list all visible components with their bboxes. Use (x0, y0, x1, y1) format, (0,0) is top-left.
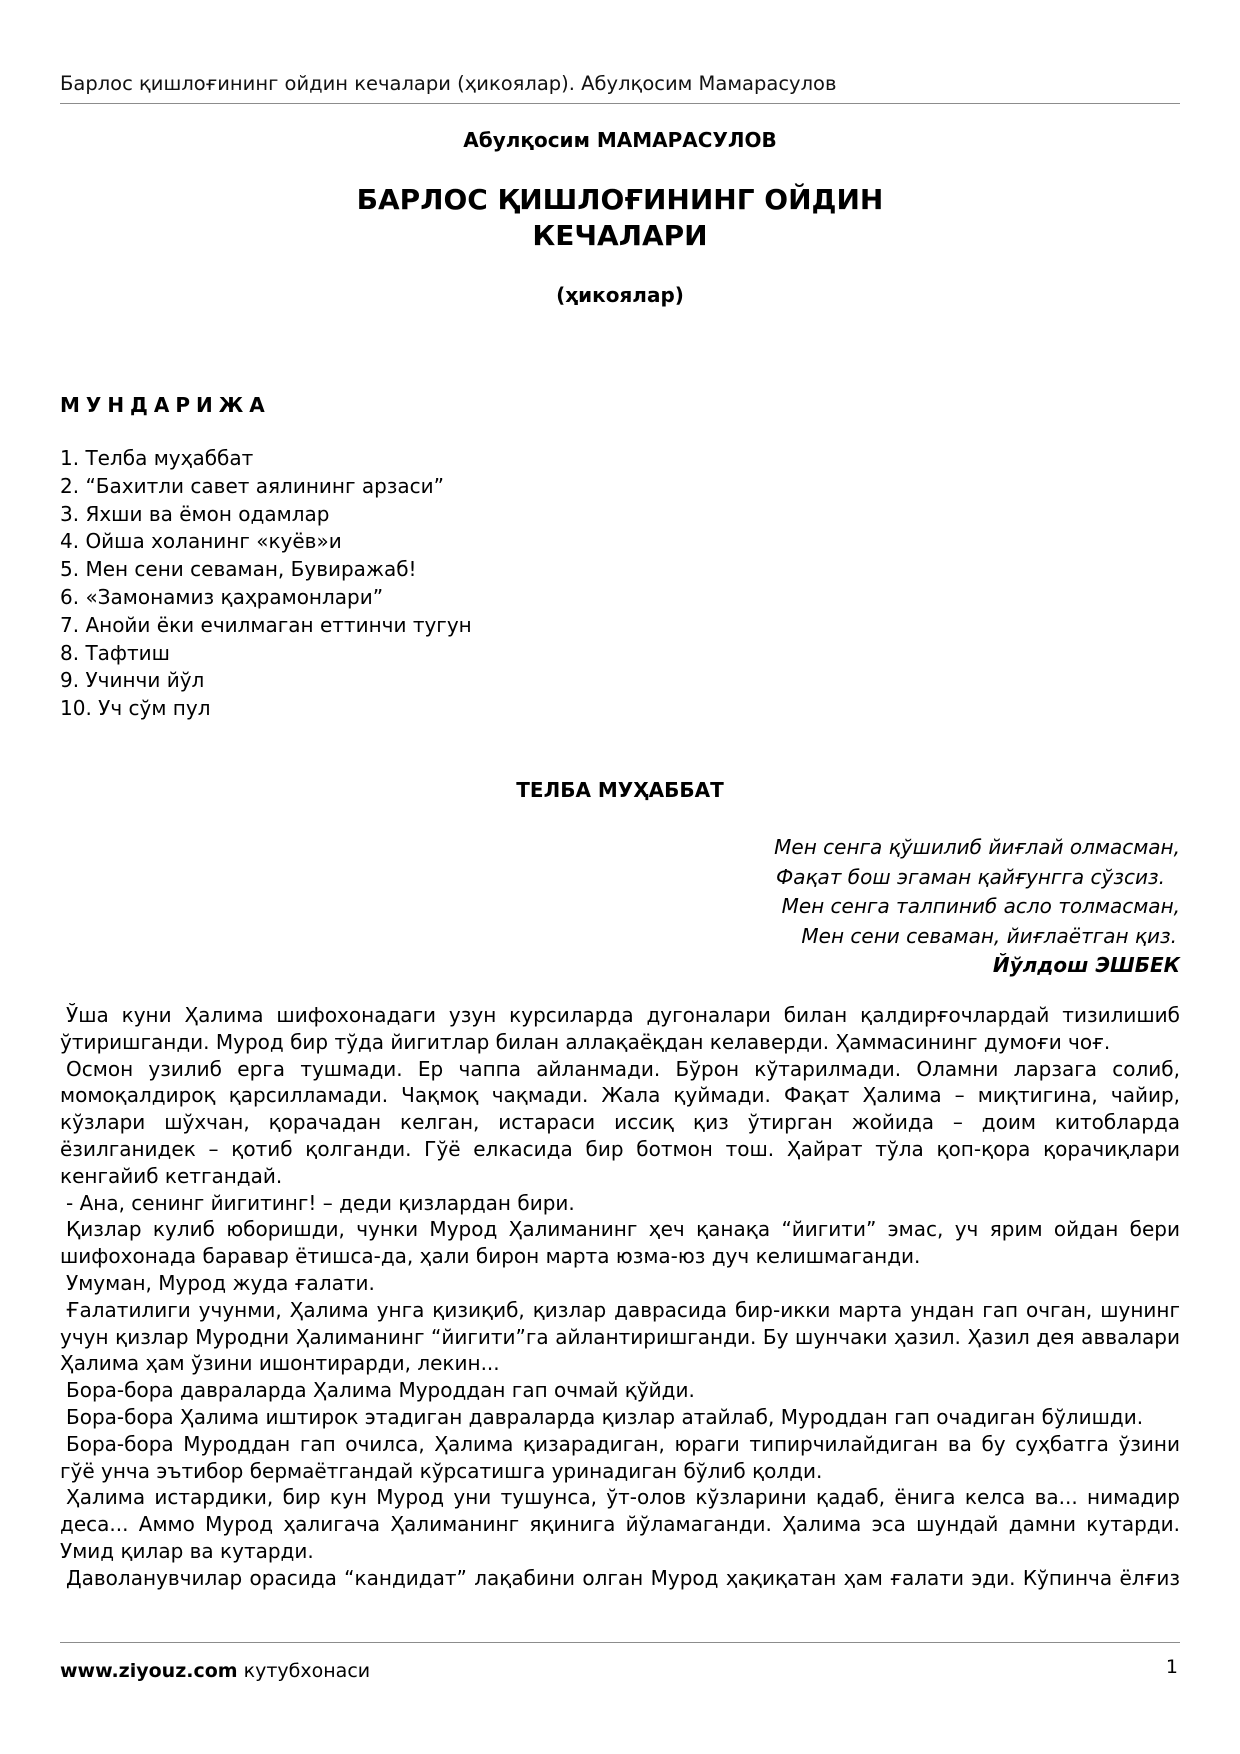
toc-item: 9. Учинчи йўл (60, 668, 205, 693)
toc-item: 7. Анойи ёки ечилмаган еттинчи тугун (60, 612, 472, 637)
epigraph-signature: Йўлдош ЭШБЕК (992, 953, 1180, 977)
epigraph-line: Мен сени севаман, йиғлаётган қиз. (801, 923, 1177, 948)
toc-heading: МУНДАРИЖА (60, 393, 271, 417)
paragraph: Қизлар кулиб юборишди, чунки Мурод Ҳалиманинг ҳеч қанақа “йигити” эмас, уч ярим ойдан бери шифохонада баравар ётишса-да, ҳали бирон марта юзма-юз дуч келишмаганди. (60, 1217, 1180, 1269)
toc-item: 3. Яхши ва ёмон одамлар (60, 501, 330, 526)
toc-item: 8. Тафтиш (60, 640, 170, 665)
toc-item: 4. Ойша холанинг «куёв»и (60, 529, 342, 554)
toc-item: 5. Мен сени севаман, Бувиражаб! (60, 557, 417, 582)
paragraph: Бора-бора давраларда Ҳалима Муроддан гап очмай қўйди. (66, 1378, 695, 1403)
book-title (0, 182, 1240, 254)
footer-library-label: кутубхонаси (243, 1660, 371, 1682)
header-divider (60, 103, 1180, 104)
toc-item: 10. Уч сўм пул (60, 696, 211, 721)
toc-item: 1. Телба муҳаббат (60, 446, 254, 470)
toc-item: 2. “Бахитли савет аялининг арзаси” (60, 473, 445, 498)
author-name: Абулқосим МАМАРАСУЛОВ (463, 128, 777, 152)
paragraph: Бора-бора Ҳалима иштирок этадиган давраларда қизлар атайлаб, Муроддан гап очадиган бўлишди. (66, 1404, 1144, 1429)
paragraph: Осмон узилиб ерга тушмади. Ер чаппа айланмади. Бўрон кўтарилмади. Оламни ларзага солиб, момоқалдироқ қарсилламади. Чақмоқ чақмади. Жала қуймади. Фақат Ҳалима – миқтигина, чайир, кўзлари шўхчан, қорачадан келган, истараси иссиқ қиз ўтирган жойида – доим китобларда ёзилганидек – қотиб қолганди. Гўё елкасида бир ботмон тош. Ҳайрат тўла қоп-қора қорачиқлари кенгайиб кетгандай. (60, 1056, 1180, 1188)
story-body (60, 1002, 1180, 1592)
page-number: 1 (1165, 1656, 1178, 1678)
paragraph: Умуман, Мурод жуда ғалати. (66, 1270, 375, 1295)
paragraph: Ўша куни Ҳалима шифохонадаги узун курсиларда дугоналари билан қалдирғочлардай тизилишиб ўтиришганди. Мурод бир тўда йигитлар билан аллақаёқдан келаверди. Ҳаммасининг думоғи чоғ. (60, 1003, 1180, 1054)
epigraph-line: Фақат бош эгаман қайғунгга сўзсиз. (775, 864, 1165, 889)
paragraph: - Ана, сенинг йигитинг! – деди қизлардан бири. (66, 1190, 575, 1215)
epigraph-line: Мен сенга қўшилиб йиғлай олмасман, (774, 835, 1180, 859)
running-header: Барлос қишлоғининг ойдин кечалари (ҳикоялар). Абулқосим Мамарасулов (60, 72, 837, 95)
epigraph-line: Мен сенга талпиниб асло толмасман, (781, 894, 1180, 918)
footer-library (60, 1660, 370, 1682)
footer-site-link[interactable]: www.ziyouz.com (60, 1660, 238, 1682)
story-title: ТЕЛБА МУҲАББАТ (516, 778, 724, 802)
toc-item: 6. «Замонамиз қаҳрамонлари” (60, 584, 384, 609)
book-title-line-2: КЕЧАЛАРИ (532, 219, 708, 252)
paragraph: Ҳалима истардики, бир кун Мурод уни тушунса, ўт-олов кўзларини қадаб, ёнига келса ва... нимадир деса... Аммо Мурод ҳалигача Ҳалиманинг яқинига йўламаганди. Ҳалима эса шундай дамни кутарди. Умид қилар ва кутарди. (60, 1485, 1180, 1563)
table-of-contents (60, 445, 472, 723)
epigraph (774, 833, 1180, 981)
book-title-line-1: БАРЛОС ҚИШЛОҒИНИНГ ОЙДИН (356, 183, 884, 216)
book-subtitle: (ҳикоялар) (556, 283, 684, 307)
paragraph: Ғалатилиги учунми, Ҳалима унга қизиқиб, қизлар даврасида бир-икки марта ундан гап очган, шунинг учун қизлар Муродни Ҳалиманинг “йигити”га айлантиришганди. Бу шунчаки ҳазил. Ҳазил дея аввалари Ҳалима ҳам ўзини ишонтирарди, лекин... (60, 1297, 1180, 1376)
paragraph: Бора-бора Муроддан гап очилса, Ҳалима қизарадиган, юраги типирчилайдиган ва бу суҳбатга ўзини гўё унча эътибор бермаётгандай кўрсатишга уринадиган бўлиб қолди. (60, 1431, 1180, 1483)
footer-divider (60, 1642, 1180, 1643)
paragraph: Даволанувчилар орасида “кандидат” лақабини олган Мурод ҳақиқатан ҳам ғалати эди. Кўпинча ёлғиз (66, 1565, 1180, 1590)
